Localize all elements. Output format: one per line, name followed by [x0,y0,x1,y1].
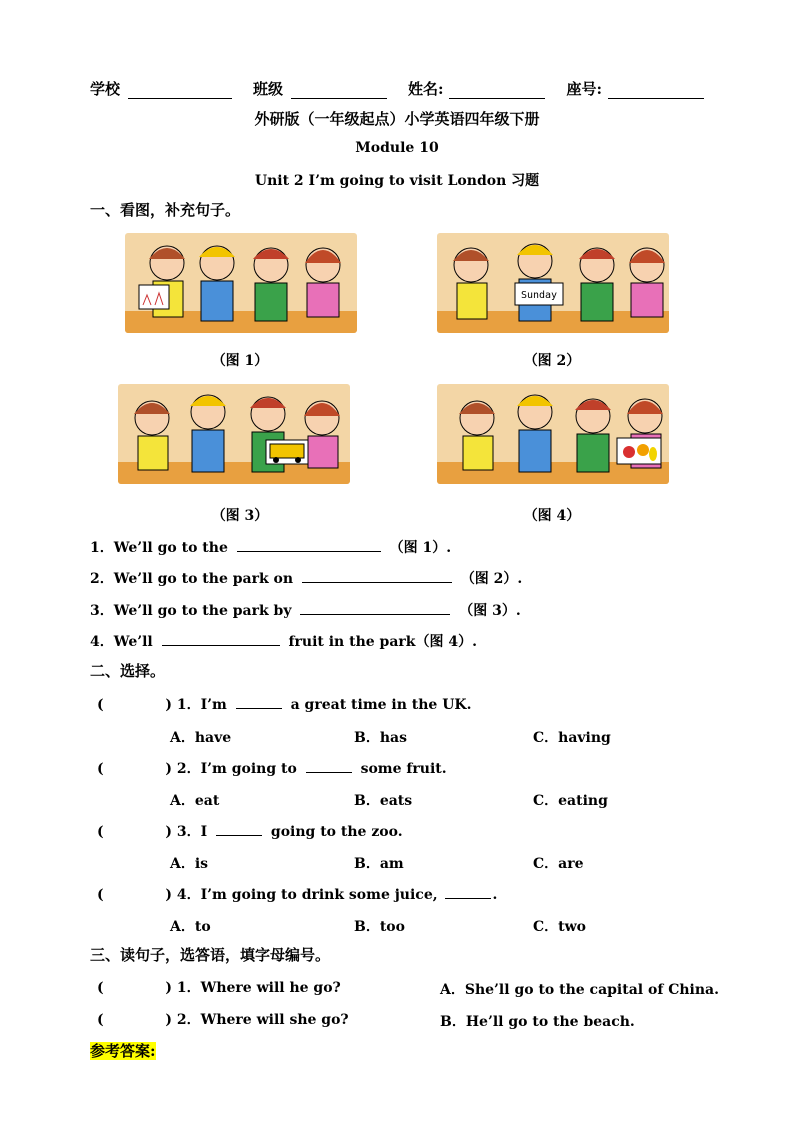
school-blank[interactable] [128,84,232,99]
module-title: Module 10 [355,140,439,156]
s2-q4-stem-a: 4．I’m going to drink some juice, [176,887,438,903]
s3-q1-text: 1．Where will he go? [176,980,341,996]
section3-heading: 三、读句子，选答语，填字母编号。 [90,946,331,964]
sunday-sign-text: Sunday [520,290,558,301]
s2-q1-stem-a: 1．I’m [176,697,227,713]
s3-question-2 [97,1011,349,1029]
s2-q2-blank[interactable] [306,758,352,773]
s1-question-3 [90,600,521,620]
seat-field [566,78,704,99]
caption-3: （图 3） [211,508,269,524]
s1-q1-tail: （图 1）. [389,540,452,556]
s2-question-2 [97,758,447,778]
s1-q4-blank[interactable] [162,631,280,646]
s1-q3-blank[interactable] [300,600,450,615]
s2-q1-open-paren: ( [97,697,104,713]
school-label: 学校 [90,80,121,98]
answer-key-label: 参考答案: [90,1042,156,1060]
s2-q4-option-a[interactable]: A．to [170,919,211,935]
s2-q2-option-c[interactable]: C．eating [533,793,608,809]
s2-question-4 [97,884,497,904]
section2-heading: 二、选择。 [90,662,166,680]
s2-q3-stem-a: 3．I [176,824,208,840]
picture-4 [437,384,669,484]
school-field [90,78,232,99]
s2-q2-stem-b: some fruit. [360,761,447,777]
s2-q3-option-c[interactable]: C．are [533,856,584,872]
s1-q3-tail: （图 3）. [459,603,521,619]
s1-q2-blank[interactable] [302,568,452,583]
caption-2: （图 2） [523,353,581,369]
s2-q1-option-b[interactable]: B．has [354,730,407,746]
s2-q3-option-a[interactable]: A．is [170,856,209,872]
s2-q1-option-a[interactable]: A．have [170,730,232,746]
s2-q2-option-b[interactable]: B．eats [354,793,413,809]
s3-q2-open-paren: ( [97,1012,104,1028]
s1-q2-tail: （图 2）. [460,571,523,587]
picture-1 [125,233,357,333]
s3-q2-text: 2．Where will she go? [176,1012,349,1028]
caption-1: （图 1） [211,353,269,369]
s2-q3-option-b[interactable]: B．am [354,856,404,872]
s2-q3-open-paren: ( [97,824,104,840]
s2-question-3 [97,821,403,841]
s3-answer-b: B．He’ll go to the beach. [440,1014,635,1030]
s2-q1-stem-b: a great time in the UK. [290,697,472,713]
s2-q4-option-b[interactable]: B．too [354,919,405,935]
s2-q4-open-paren: ( [97,887,104,903]
s3-question-1 [97,979,341,997]
book-title: 外研版（一年级起点）小学英语四年级下册 [254,110,540,128]
s2-q2-open-paren: ( [97,761,104,777]
class-field [253,78,387,99]
s1-q4-text: 4．We’ll [90,634,153,650]
s3-answer-a: A．She’ll go to the capital of China. [440,982,719,998]
s1-q2-text: 2．We’ll go to the park on [90,571,294,587]
s2-q4-stem-b: . [492,887,498,903]
name-blank[interactable] [449,84,545,99]
s2-q1-blank[interactable] [236,694,282,709]
s2-q4-option-c[interactable]: C．two [533,919,586,935]
seat-blank[interactable] [608,84,704,99]
s3-q1-close-paren: ) [165,980,172,996]
s2-q1-option-c[interactable]: C．having [533,730,611,746]
s1-question-1 [90,537,451,557]
caption-4: （图 4） [523,508,581,524]
class-label: 班级 [252,80,283,98]
s2-q2-close-paren: ) [165,761,172,777]
s1-question-2 [90,568,522,588]
s2-q3-close-paren: ) [165,824,172,840]
s1-q4-tail: fruit in the park（图 4）. [288,634,477,650]
class-blank[interactable] [291,84,387,99]
s2-q2-stem-a: 2．I’m going to [176,761,297,777]
s2-q3-blank[interactable] [216,821,262,836]
section1-heading: 一、看图，补充句子。 [90,201,241,219]
s2-q1-close-paren: ) [165,697,172,713]
picture-2 [437,233,669,333]
picture-3 [118,384,350,484]
s1-q1-blank[interactable] [237,537,381,552]
s2-question-1 [97,694,471,714]
unit-title: Unit 2 I’m going to visit London 习题 [254,173,540,189]
s2-q2-option-a[interactable]: A．eat [170,793,220,809]
name-field [408,78,546,99]
seat-label: 座号: [566,80,602,98]
s2-q4-blank[interactable] [445,884,491,899]
s1-question-4 [90,631,477,651]
s1-q3-text: 3．We’ll go to the park by [90,603,292,619]
s3-q1-open-paren: ( [97,980,104,996]
s3-q2-close-paren: ) [165,1012,172,1028]
s2-q4-close-paren: ) [165,887,172,903]
s2-q3-stem-b: going to the zoo. [270,824,403,840]
student-info-row [90,78,704,99]
name-label: 姓名: [407,80,444,98]
s1-q1-text: 1．We’ll go to the [90,540,228,556]
